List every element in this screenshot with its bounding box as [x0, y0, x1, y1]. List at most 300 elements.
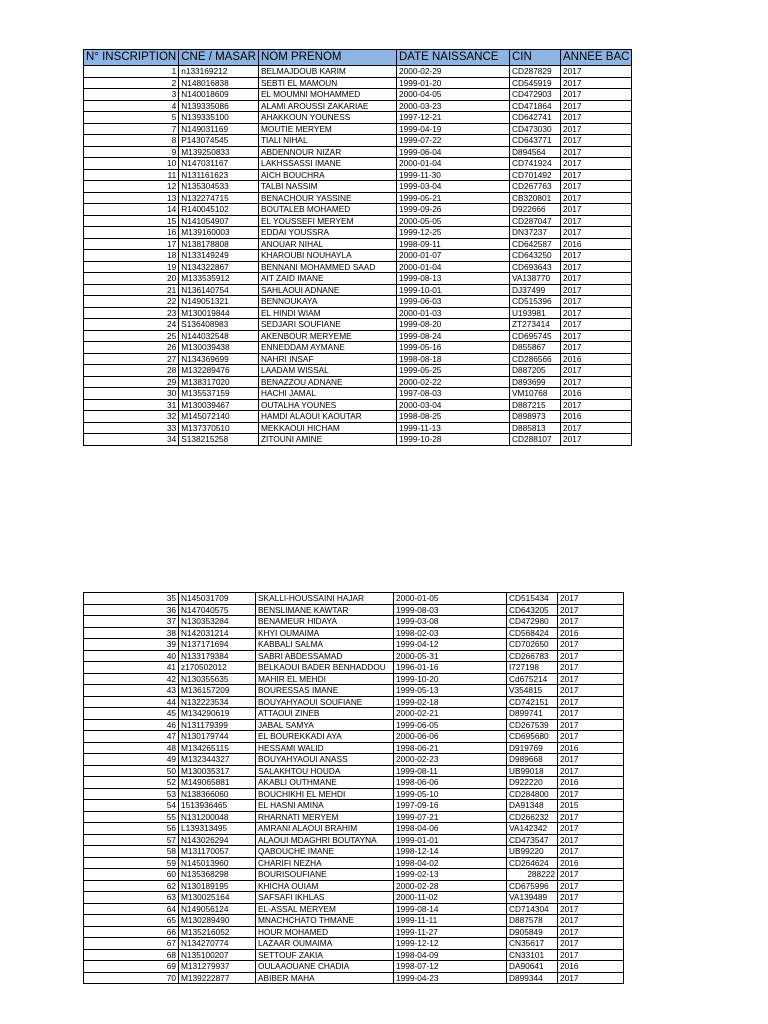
cne-cell: N142031214 [179, 627, 256, 639]
cin-cell: I727198 [507, 662, 558, 674]
inscription-number: 29 [84, 376, 179, 388]
cin-cell: CD288107 [509, 434, 560, 446]
name-cell: BOURESSAS IMANE [256, 685, 394, 697]
birthdate-cell: 2000-03-23 [396, 100, 509, 112]
inscription-number: 38 [84, 627, 179, 639]
bac-year-cell: 2016 [558, 627, 624, 639]
cne-cell: M131170057 [179, 846, 256, 858]
inscription-number: 24 [84, 319, 179, 331]
cne-cell: M130035317 [179, 765, 256, 777]
table-row [84, 215, 632, 227]
cin-cell: D919769 [507, 742, 558, 754]
table-row [84, 89, 632, 101]
inscription-number: 19 [84, 261, 179, 273]
bac-year-cell: 2017 [560, 307, 631, 319]
inscription-number: 70 [84, 972, 179, 984]
table-row [84, 926, 624, 938]
cin-cell: D989668 [507, 754, 558, 766]
inscription-number: 41 [84, 662, 179, 674]
cne-cell: L139313495 [179, 823, 256, 835]
name-cell: ZITOUNI AMINE [258, 434, 396, 446]
birthdate-cell: 1998-12-14 [394, 846, 507, 858]
birthdate-cell: 2000-02-29 [396, 66, 509, 78]
name-cell: KHYI OUMAIMA [256, 627, 394, 639]
table-row [84, 949, 624, 961]
cin-cell: CD473547 [507, 834, 558, 846]
table-row [84, 639, 624, 651]
bac-year-cell: 2015 [558, 800, 624, 812]
cin-cell: CD643250 [509, 250, 560, 262]
inscription-number: 44 [84, 696, 179, 708]
name-cell: AMRANI ALAOUI BRAHIM [256, 823, 394, 835]
cin-cell: CD264624 [507, 857, 558, 869]
cne-cell: N144032548 [179, 330, 259, 342]
inscription-number: 46 [84, 719, 179, 731]
table-row [84, 673, 624, 685]
cin-cell: UB99220 [507, 846, 558, 858]
bac-year-cell: 2017 [560, 146, 631, 158]
cin-cell: CD702650 [507, 639, 558, 651]
table-row [84, 892, 624, 904]
table-row [84, 261, 632, 273]
bac-year-cell: 2017 [560, 227, 631, 239]
name-cell: ALAMI AROUSSI ZAKARIAE [258, 100, 396, 112]
bac-year-cell: 2016 [560, 411, 631, 423]
birthdate-cell: 1998-07-12 [394, 961, 507, 973]
birthdate-cell: 1998-09-11 [396, 238, 509, 250]
inscription-number: 52 [84, 777, 179, 789]
bac-year-cell: 2017 [560, 66, 631, 78]
name-cell: OULAAOUANE CHADIA [256, 961, 394, 973]
cin-cell: CD568424 [507, 627, 558, 639]
table-row [84, 731, 624, 743]
bac-year-cell: 2017 [560, 319, 631, 331]
name-cell: EL MOUMNI MOHAMMED [258, 89, 396, 101]
cne-cell: N140018609 [179, 89, 259, 101]
inscription-number: 4 [84, 100, 179, 112]
inscription-number: 64 [84, 903, 179, 915]
table-row [84, 662, 624, 674]
birthdate-cell: 1999-04-19 [396, 123, 509, 135]
name-cell: EL HASNI AMINA [256, 800, 394, 812]
cin-cell: UB99018 [507, 765, 558, 777]
name-cell: ABIBER MAHA [256, 972, 394, 984]
inscription-number: 11 [84, 169, 179, 181]
name-cell: ANOUAR NIHAL [258, 238, 396, 250]
cne-cell: N147031167 [179, 158, 259, 170]
cne-cell: N135100207 [179, 949, 256, 961]
cne-cell: N138366060 [179, 788, 256, 800]
cin-cell: VA142342 [507, 823, 558, 835]
inscription-number: 47 [84, 731, 179, 743]
bac-year-cell: 2017 [558, 811, 624, 823]
cin-cell: CD701492 [509, 169, 560, 181]
cin-cell: CD642587 [509, 238, 560, 250]
cin-cell: CD472903 [509, 89, 560, 101]
header-row [84, 50, 632, 66]
bac-year-cell: 2017 [560, 376, 631, 388]
header-birthdate: DATE NAISSANCE [396, 50, 509, 66]
inscription-number: 20 [84, 273, 179, 285]
table-row [84, 627, 624, 639]
table-row [84, 353, 632, 365]
inscription-number: 60 [84, 869, 179, 881]
birthdate-cell: 2000-02-28 [394, 880, 507, 892]
birthdate-cell: 1999-09-26 [396, 204, 509, 216]
table-row [84, 800, 624, 812]
inscription-number: 43 [84, 685, 179, 697]
name-cell: HOUR MOHAMED [256, 926, 394, 938]
bac-year-cell: 2017 [558, 685, 624, 697]
cin-cell: CN35617 [507, 938, 558, 950]
table-row [84, 434, 632, 446]
cin-cell: DN37237 [509, 227, 560, 239]
name-cell: MOUTIE MERYEM [258, 123, 396, 135]
inscription-number: 35 [84, 593, 179, 605]
birthdate-cell: 2000-01-05 [394, 593, 507, 605]
table-row [84, 169, 632, 181]
birthdate-cell: 2000-02-22 [396, 376, 509, 388]
name-cell: LAZAAR OUMAIMA [256, 938, 394, 950]
bac-year-cell: 2017 [560, 434, 631, 446]
name-cell: SEBTI EL MAMOUN [258, 77, 396, 89]
birthdate-cell: 1998-08-18 [396, 353, 509, 365]
cne-cell: M134290619 [179, 708, 256, 720]
cne-cell: M135216052 [179, 926, 256, 938]
table-row [84, 307, 632, 319]
cin-cell: CD472980 [507, 616, 558, 628]
cin-cell: CD267763 [509, 181, 560, 193]
cin-cell: CD643205 [507, 604, 558, 616]
inscription-number: 18 [84, 250, 179, 262]
table-row [84, 972, 624, 984]
header-cin: CIN [509, 50, 560, 66]
cin-cell: D898973 [509, 411, 560, 423]
birthdate-cell: 2000-03-04 [396, 399, 509, 411]
table-row [84, 388, 632, 400]
cin-cell: CD714304 [507, 903, 558, 915]
name-cell: EL BOUREKKADI AYA [256, 731, 394, 743]
bac-year-cell: 2016 [560, 238, 631, 250]
table-row [84, 296, 632, 308]
inscription-number: 59 [84, 857, 179, 869]
cin-cell: CD471864 [509, 100, 560, 112]
bac-year-cell: 2017 [558, 869, 624, 881]
table-row [84, 192, 632, 204]
inscription-number: 8 [84, 135, 179, 147]
cin-cell: DJ37499 [509, 284, 560, 296]
cne-cell: M145072140 [179, 411, 259, 423]
cne-cell: M134265115 [179, 742, 256, 754]
cin-cell: D922666 [509, 204, 560, 216]
inscription-number: 56 [84, 823, 179, 835]
inscription-number: 66 [84, 926, 179, 938]
header-inscription: N° INSCRIPTION [84, 50, 179, 66]
cne-cell: M137370510 [179, 422, 259, 434]
bac-year-cell: 2017 [558, 662, 624, 674]
cin-cell: CD266232 [507, 811, 558, 823]
bac-year-cell: 2017 [558, 604, 624, 616]
bac-year-cell: 2017 [558, 650, 624, 662]
cin-cell: CD267539 [507, 719, 558, 731]
cin-cell: VA139489 [507, 892, 558, 904]
cne-cell: N147040575 [179, 604, 256, 616]
cne-cell: M139160003 [179, 227, 259, 239]
table-row [84, 319, 632, 331]
birthdate-cell: 1999-12-25 [396, 227, 509, 239]
cin-cell: CN33101 [507, 949, 558, 961]
name-cell: BENNANI MOHAMMED SAAD [258, 261, 396, 273]
inscription-number: 45 [84, 708, 179, 720]
cne-cell: n133169212 [179, 66, 259, 78]
cin-cell: CD741924 [509, 158, 560, 170]
table-row [84, 376, 632, 388]
cne-cell: M149065881 [179, 777, 256, 789]
inscription-number: 27 [84, 353, 179, 365]
name-cell: KABBALI SALMA [256, 639, 394, 651]
table-row [84, 880, 624, 892]
name-cell: CHARIFI NEZHA [256, 857, 394, 869]
birthdate-cell: 1999-11-27 [394, 926, 507, 938]
bac-year-cell: 2017 [558, 938, 624, 950]
bac-year-cell: 2017 [560, 89, 631, 101]
name-cell: EL HINDI WIAM [258, 307, 396, 319]
bac-year-cell: 2017 [560, 365, 631, 377]
cne-cell: N139335086 [179, 100, 259, 112]
bac-year-cell: 2016 [558, 961, 624, 973]
cin-cell: CD287829 [509, 66, 560, 78]
bac-year-cell: 2017 [560, 399, 631, 411]
inscription-number: 17 [84, 238, 179, 250]
name-cell: AKENBOUR MERYEME [258, 330, 396, 342]
cne-cell: N149056124 [179, 903, 256, 915]
bac-year-cell: 2017 [560, 192, 631, 204]
table-row [84, 823, 624, 835]
name-cell: BOUCHIKHI EL MEHDI [256, 788, 394, 800]
cin-cell: D887205 [509, 365, 560, 377]
cne-cell: N135368298 [179, 869, 256, 881]
bac-year-cell: 2016 [558, 742, 624, 754]
inscription-number: 57 [84, 834, 179, 846]
bac-year-cell: 2017 [558, 765, 624, 777]
birthdate-cell: 2000-01-04 [396, 158, 509, 170]
bac-year-cell: 2017 [558, 949, 624, 961]
birthdate-cell: 2000-06-06 [394, 731, 507, 743]
bac-year-cell: 2017 [560, 330, 631, 342]
cin-cell: CB320801 [509, 192, 560, 204]
cne-cell: M132289476 [179, 365, 259, 377]
name-cell: HESSAMI WALID [256, 742, 394, 754]
name-cell: MEKKAOUI HICHAM [258, 422, 396, 434]
inscription-number: 69 [84, 961, 179, 973]
cin-cell: CD695745 [509, 330, 560, 342]
bac-year-cell: 2017 [560, 112, 631, 124]
name-cell: SEDJARI SOUFIANE [258, 319, 396, 331]
inscription-number: 21 [84, 284, 179, 296]
cne-cell: N143026294 [179, 834, 256, 846]
cin-cell: ZT273414 [509, 319, 560, 331]
birthdate-cell: 1999-11-30 [396, 169, 509, 181]
cin-cell: D893699 [509, 376, 560, 388]
birthdate-cell: 1999-04-12 [394, 639, 507, 651]
bac-year-cell: 2017 [560, 77, 631, 89]
inscription-number: 68 [84, 949, 179, 961]
birthdate-cell: 1999-03-04 [396, 181, 509, 193]
bac-year-cell: 2017 [558, 915, 624, 927]
table-row [84, 869, 624, 881]
table-row [84, 961, 624, 973]
cne-cell: N131161623 [179, 169, 259, 181]
cne-cell: M130019844 [179, 307, 259, 319]
name-cell: KHAROUBI NOUHAYLA [258, 250, 396, 262]
birthdate-cell: 1999-10-20 [394, 673, 507, 685]
cin-cell: VM10768 [509, 388, 560, 400]
bac-year-cell: 2017 [558, 903, 624, 915]
birthdate-cell: 1999-01-01 [394, 834, 507, 846]
birthdate-cell: 1998-04-09 [394, 949, 507, 961]
name-cell: BOUTALEB MOHAMED [258, 204, 396, 216]
inscription-number: 14 [84, 204, 179, 216]
table-row [84, 834, 624, 846]
bac-year-cell: 2017 [558, 708, 624, 720]
name-cell: LAADAM WISSAL [258, 365, 396, 377]
birthdate-cell: 1998-06-06 [394, 777, 507, 789]
table-row [84, 777, 624, 789]
birthdate-cell: 1999-06-03 [396, 296, 509, 308]
table-row [84, 238, 632, 250]
inscription-number: 40 [84, 650, 179, 662]
cin-cell: VA138770 [509, 273, 560, 285]
table-row [84, 158, 632, 170]
inscription-number: 2 [84, 77, 179, 89]
birthdate-cell: 1998-08-25 [396, 411, 509, 423]
table-row [84, 250, 632, 262]
cin-cell: CD675996 [507, 880, 558, 892]
name-cell: ATTAOUI ZINEB [256, 708, 394, 720]
name-cell: BENACHOUR YASSINE [258, 192, 396, 204]
table-row [84, 66, 632, 78]
name-cell: ABDENNOUR NIZAR [258, 146, 396, 158]
birthdate-cell: 1997-08-03 [396, 388, 509, 400]
name-cell: BOUYAHYAOUI SOUFIANE [256, 696, 394, 708]
table-row [84, 77, 632, 89]
name-cell: SKALLI-HOUSSAINI HAJAR [256, 593, 394, 605]
bac-year-cell: 2017 [558, 834, 624, 846]
name-cell: OUTALHA YOUNES [258, 399, 396, 411]
cin-cell: CD742151 [507, 696, 558, 708]
bac-year-cell: 2017 [560, 261, 631, 273]
cne-cell: N148016838 [179, 77, 259, 89]
bac-year-cell: 2017 [560, 100, 631, 112]
bac-year-cell: 2017 [558, 972, 624, 984]
birthdate-cell: 1999-07-21 [394, 811, 507, 823]
cne-cell: N134322867 [179, 261, 259, 273]
inscription-number: 50 [84, 765, 179, 777]
bac-year-cell: 2017 [560, 181, 631, 193]
cne-cell: M131279937 [179, 961, 256, 973]
bac-year-cell: 2017 [560, 273, 631, 285]
cne-cell: M130289490 [179, 915, 256, 927]
cne-cell: N132223534 [179, 696, 256, 708]
cne-cell: N130355635 [179, 673, 256, 685]
inscription-number: 58 [84, 846, 179, 858]
name-cell: MAHIR EL MEHDI [256, 673, 394, 685]
inscription-number: 16 [84, 227, 179, 239]
name-cell: QABOUCHE IMANE [256, 846, 394, 858]
birthdate-cell: 1999-12-12 [394, 938, 507, 950]
inscription-number: 13 [84, 192, 179, 204]
cin-cell: D894564 [509, 146, 560, 158]
name-cell: SAHLAOUI ADNANE [258, 284, 396, 296]
cin-cell: CD642741 [509, 112, 560, 124]
cne-cell: M139250833 [179, 146, 259, 158]
birthdate-cell: 1996-01-16 [394, 662, 507, 674]
inscription-number: 39 [84, 639, 179, 651]
cne-cell: z170502012 [179, 662, 256, 674]
table-row [84, 685, 624, 697]
cne-cell: M135537159 [179, 388, 259, 400]
header-cne: CNE / MASAR [179, 50, 259, 66]
birthdate-cell: 2000-01-04 [396, 261, 509, 273]
cin-cell: DA90641 [507, 961, 558, 973]
birthdate-cell: 2000-01-03 [396, 307, 509, 319]
cne-cell: M133535912 [179, 273, 259, 285]
table-row [84, 135, 632, 147]
birthdate-cell: 2000-11-02 [394, 892, 507, 904]
table-row [84, 788, 624, 800]
name-cell: EL-ASSAL MERYEM [256, 903, 394, 915]
birthdate-cell: 1999-08-24 [396, 330, 509, 342]
inscription-number: 30 [84, 388, 179, 400]
cin-cell: U193981 [509, 307, 560, 319]
name-cell: JABAL SAMYA [256, 719, 394, 731]
cne-cell: N149051321 [179, 296, 259, 308]
inscription-number: 31 [84, 399, 179, 411]
bac-year-cell: 2017 [558, 673, 624, 685]
inscription-number: 53 [84, 788, 179, 800]
cne-cell: N145031709 [179, 593, 256, 605]
cin-cell: D887578 [507, 915, 558, 927]
inscription-number: 67 [84, 938, 179, 950]
bac-year-cell: 2017 [558, 696, 624, 708]
table-row [84, 593, 624, 605]
table-row [84, 616, 624, 628]
birthdate-cell: 1999-08-13 [396, 273, 509, 285]
birthdate-cell: 2000-02-21 [394, 708, 507, 720]
inscription-number: 22 [84, 296, 179, 308]
inscription-number: 37 [84, 616, 179, 628]
table-row [84, 846, 624, 858]
inscription-number: 28 [84, 365, 179, 377]
cne-cell: M132344327 [179, 754, 256, 766]
bac-year-cell: 2017 [560, 204, 631, 216]
bac-year-cell: 2017 [560, 296, 631, 308]
name-cell: EL YOUSSEFI MERYEM [258, 215, 396, 227]
name-cell: SETTOUF ZAKIA [256, 949, 394, 961]
birthdate-cell: 1999-05-16 [396, 342, 509, 354]
bac-year-cell: 2017 [558, 892, 624, 904]
birthdate-cell: 1999-06-04 [396, 146, 509, 158]
cin-cell: D899741 [507, 708, 558, 720]
table-row [84, 811, 624, 823]
cin-cell: CD693643 [509, 261, 560, 273]
birthdate-cell: 2000-05-31 [394, 650, 507, 662]
birthdate-cell: 1999-02-13 [394, 869, 507, 881]
name-cell: BOURISOUFIANE [256, 869, 394, 881]
birthdate-cell: 2000-05-05 [396, 215, 509, 227]
birthdate-cell: 1999-06-05 [394, 719, 507, 731]
birthdate-cell: 1999-08-03 [394, 604, 507, 616]
